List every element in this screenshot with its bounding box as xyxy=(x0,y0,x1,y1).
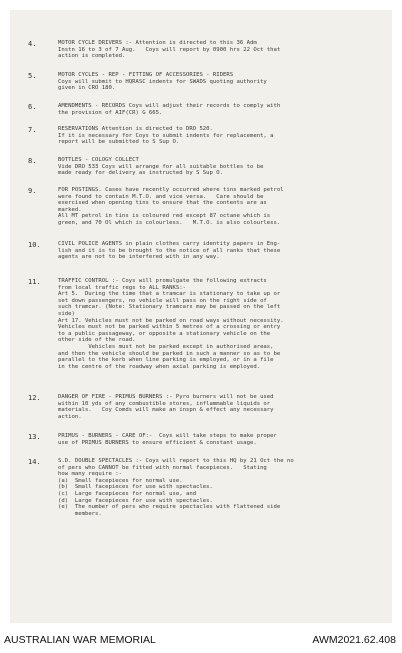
item-number: 10. xyxy=(28,241,41,249)
item-text: BOTTLES - COLOGY COLLECT Vide DRO 533 Coys will arrange for all suitable bottles to be made ready for delivery as instructed by S Sup O. xyxy=(58,157,264,177)
item-number: 9. xyxy=(28,187,37,195)
item-text: MOTOR CYCLE DRIVERS :- Attention is directed to this 36 Adm Instn 16 to 3 of 7 Aug. Coys will report by 0900 hrs 22 Oct that action is completed. xyxy=(58,40,281,60)
item-number: 5. xyxy=(28,72,37,80)
item-number: 4. xyxy=(28,40,37,48)
item-number: 11. xyxy=(28,278,41,286)
archive-credit: AUSTRALIAN WAR MEMORIAL xyxy=(4,634,156,646)
item-number: 12. xyxy=(28,394,41,402)
item-text: AMENDMENTS - RECORDS Coys will adjust their records to comply with the provision of AIF(CR) G 665. xyxy=(58,103,281,116)
item-number: 6. xyxy=(28,103,37,111)
item-number: 14. xyxy=(28,458,41,466)
item-text: PRIMUS - BURNERS - CARE OF:- Coys will take steps to make proper use of PRIMUS BURNERS to ensure efficient & constant usage. xyxy=(58,433,277,446)
item-text: CIVIL POLICE AGENTS in plain clothes carry identity papers in Eng- lish and it is to be brought to the notice of all ranks that these agents are not to be interfered with in any way. xyxy=(58,241,281,261)
item-text: DANGER OF FIRE - PRIMUS BURNERS :- Pyro burners will not be used within 10 yds of any combustible stores, inflammable liquids or materials. Coy Comds will make an inspn & effect any necessary action. xyxy=(58,394,274,420)
item-text: MOTOR CYCLES - REP - FITTING OF ACCESSORIES - RIDERS Coys will submit to HQRASC indents for SWADS quoting authority given in CRO 180. xyxy=(58,72,267,92)
item-number: 7. xyxy=(28,126,37,134)
item-text: TRAFFIC CONTROL :- Coys will promulgate the following extracts from local traffic regs to ALL RANKS:- Art 5. During the time that a tramcar is stationary to take up or set down passengers, no vehicle will pass on the right side of such tramcar. (Note: Stationary tramcars may be passed on the left side) Art 17. Vehicles must not be parked on road ways without necessity. Vehicles must not be parked within 5 metres of a crossing or entry to a public passageway, or opposite a stationary vehicle on the other side of the road. Vehicles must not be parked except in authorised areas, and then the vehicle should be parked in such a manner so as to be parallel to the kerb when line parking is employed, or in a file in the centre of the roadway when axial parking is employed. xyxy=(58,278,284,370)
item-text: S.D. DOUBLE SPECTACLES :- Coys will report to this HQ by 21 Oct the no of pers who CANNOT be fitted with normal facepieces. Stating how many require :- (a) Small facepieces for normal use. (b) Small facepieces for use with spectacles. (c) Large facepieces for normal use, and (d) Large facepieces for use with spectacles. (e) The number of pers who require spectacles with flattened side members. xyxy=(58,458,294,517)
item-text: RESERVATIONS Attention is directed to DRO 520. If it is necessary for Coys to submit indents for replacement, a report will be submitted to S Sup O. xyxy=(58,126,274,146)
item-number: 8. xyxy=(28,157,37,165)
archive-reference: AWM2021.62.408 xyxy=(312,634,396,646)
item-number: 13. xyxy=(28,433,41,441)
item-text: FOR POSTINGS. Cases have recently occurred where tins marked petrol were found to contain M.T.O. and vice versa. Care should be exercised when opening tins to ensure that the contents are as marked. All MT petrol in tins is coloured red except 87 octane which is green, and 70 Ol which is colourless. M.T.O. is also colourless. xyxy=(58,187,284,226)
document-page xyxy=(10,10,392,623)
